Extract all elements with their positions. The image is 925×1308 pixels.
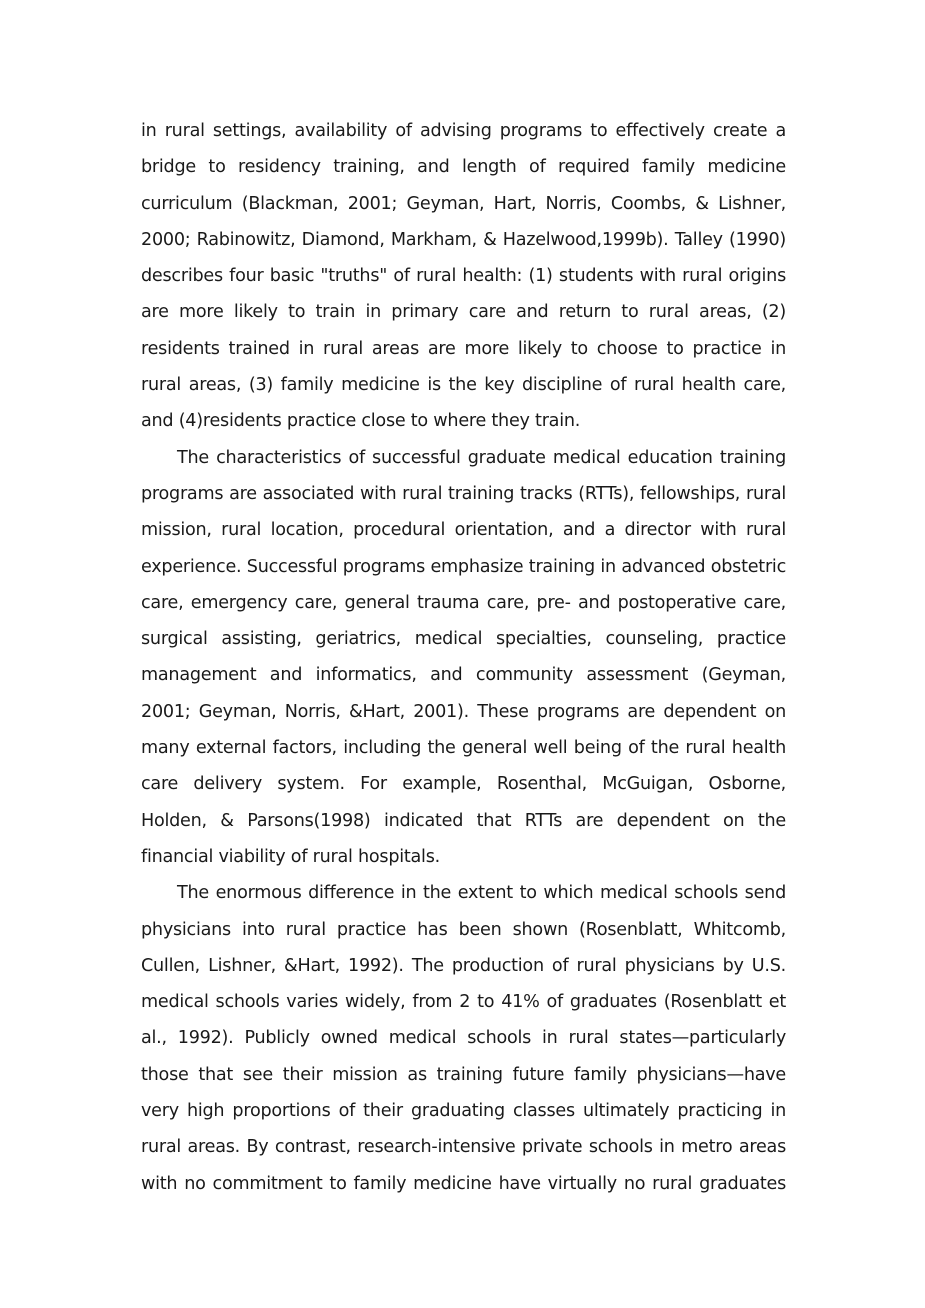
paragraph-2: The characteristics of successful graduate medical education training programs are associated with rural training tracks (RTTs), fellowships, rural mission, rural location, procedural orientation, and a director with rural experience. Successful programs emphasize training in advanced obstetric care, emergency care, general trauma care, pre- and postoperative care, surgical assisting, geriatrics, medical specialties, counseling, practice management and informatics, and community assessment (Geyman, 2001; Geyman, Norris, &Hart, 2001). These programs are dependent on many external factors, including the general well being of the rural health care delivery system. For example, Rosenthal, McGuigan, Osborne, Holden, & Parsons(1998) indicated that RTTs are dependent on the financial viability of rural hospitals.	[141, 447, 786, 867]
body-text	[141, 113, 786, 1202]
paragraph-1: in rural settings, availability of advising programs to effectively create a bridge to residency training, and length of required family medicine curriculum (Blackman, 2001; Geyman, Hart, Norris, Coombs, & Lishner, 2000; Rabinowitz, Diamond, Markham, & Hazelwood,1999b). Talley (1990) describes four basic "truths" of rural health: (1) students with rural origins are more likely to train in primary care and return to rural areas, (2) residents trained in rural areas are more likely to choose to practice in rural areas, (3) family medicine is the key discipline of rural health care, and (4)residents practice close to where they train.	[141, 121, 786, 432]
paragraph-3: The enormous difference in the extent to which medical schools send physicians into rural practice has been shown (Rosenblatt, Whitcomb, Cullen, Lishner, &Hart, 1992). The production of rural physicians by U.S. medical schools varies widely, from 2 to 41% of graduates (Rosenblatt et al., 1992). Publicly owned medical schools in rural states—particularly those that see their mission as training future family physicians—have very high proportions of their graduating classes ultimately practicing in rural areas. By contrast, research-intensive private schools in metro areas with no commitment to family medicine have virtually no rural graduates	[141, 883, 786, 1194]
